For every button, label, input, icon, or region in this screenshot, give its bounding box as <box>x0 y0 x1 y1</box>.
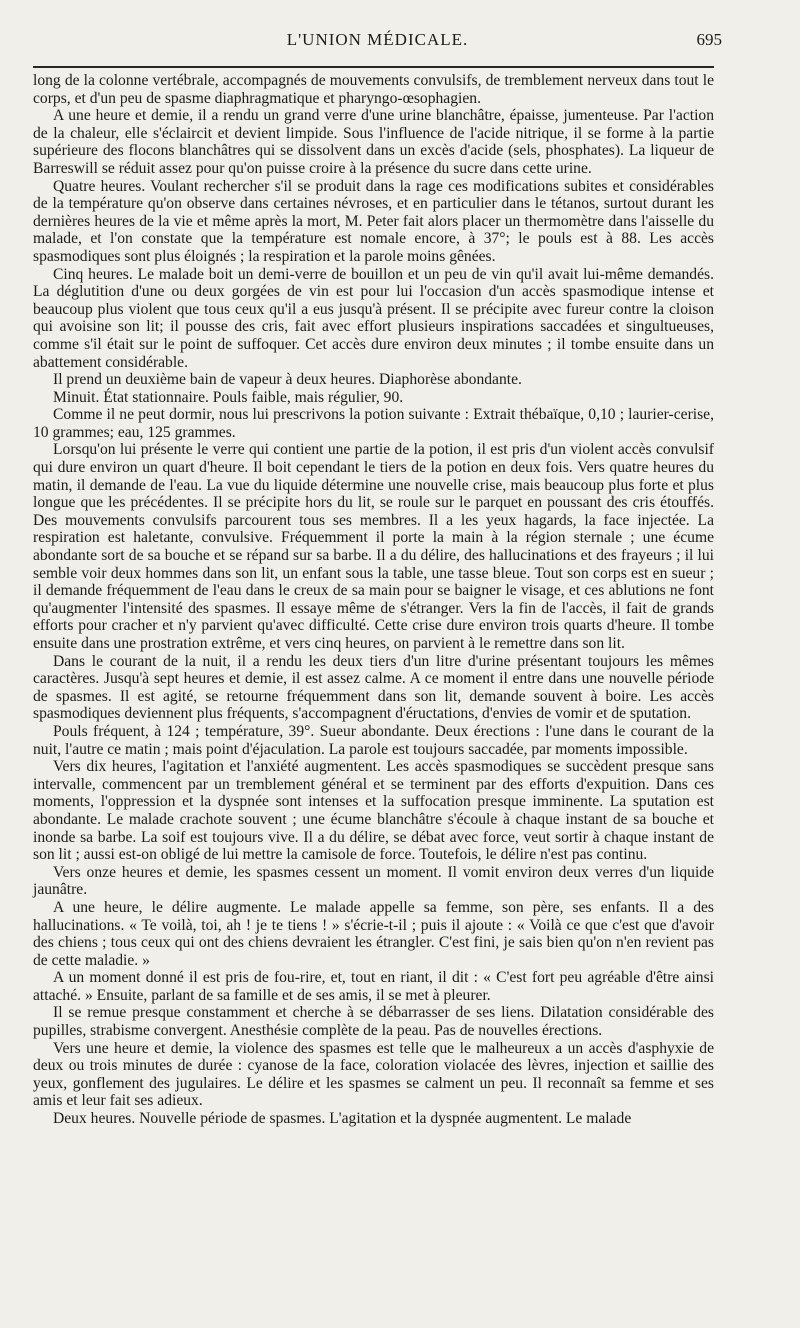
paragraph: Comme il ne peut dormir, nous lui prescrivons la potion suivante : Extrait thébaïque, 0,10 ; laurier-cerise, 10 grammes; eau, 125 grammes. <box>33 406 714 441</box>
paragraph: Il prend un deuxième bain de vapeur à deux heures. Diaphorèse abondante. <box>53 371 522 389</box>
page-number: 695 <box>696 30 722 49</box>
paragraph: A une heure et demie, il a rendu un grand verre d'une urine blanchâtre, épaisse, jumenteuse. Par l'action de la chaleur, elle s'éclaircit et devient limpide. Sous l'influence de l'acide nitrique, il se forme à la partie supérieure des flocons blanchâtres qui se dissolvent dans un excès d'acide (sels, phosphates). La liqueur de Barreswill se réduit assez pour qu'on puisse croire à la présence du sucre dans cette urine. <box>33 107 714 177</box>
paragraph: Il se remue presque constamment et cherche à se débarrasser de ses liens. Dilatation considérable des pupilles, strabisme convergent. Anesthésie complète de la peau. Pas de nouvelles érections. <box>33 1004 714 1040</box>
paragraph: Vers une heure et demie, la violence des spasmes est telle que le malheureux a un accès d'asphyxie de deux ou trois minutes de durée : cyanose de la face, coloration violacée des lèvres, injection et saillie des yeux, gonflement des jugulaires. Le délire et les spasmes se calment un peu. Il reconnaît sa femme et ses amis et leur fait ses adieux. <box>33 1039 714 1110</box>
paragraph: Lorsqu'on lui présente le verre qui contient une partie de la potion, il est pris d'un violent accès convulsif qui dure environ un quart d'heure. Il boit cependant le tiers de la potion en deux fois. Vers quatre heures du matin, il demande de l'eau. La vue du liquide détermine une nouvelle crise, mais beaucoup plus forte et plus longue que les précédentes. Il se précipite hors du lit, se roule sur le parquet en poussant des cris étouffés. Des mouvements convulsifs parcourent tous ses membres. Il a les yeux hagards, la face injectée. La respiration est haletante, convulsive. Fréquemment il porte la main à la région sternale ; une écume abondante sort de sa bouche et se répand sur sa barbe. Il a du délire, des hallucinations et des frayeurs ; il lui semble voir deux hommes dans son lit, un enfant sous la table, une tasse bleue. Tout son corps est en sueur ; il demande fréquemment de l'eau dans le creux de sa main pour se baigner le visage, et ces ablutions ne font qu'augmenter l'intensité des spasmes. Il essaye même de s'étranger. Vers la fin de l'accès, il fait de grands efforts pour cracher et n'y parvient qu'avec difficulté. Cette crise dure environ trois quarts d'heure. Il tombe ensuite dans une prostration extrême, et vers cinq heures, on parvient à le remettre dans son lit. <box>33 441 714 652</box>
header-rule <box>33 66 714 68</box>
paragraph: Cinq heures. Le malade boit un demi-verre de bouillon et un peu de vin qu'il avait lui-même demandés. La déglutition d'une ou deux gorgées de vin est pour lui l'occasion d'un accès spasmodique intense et beaucoup plus violent que tous ceux qu'il a eus jusqu'à présent. Il se précipite avec fureur contre la cloison qui avoisine son lit; il pousse des cris, fait avec effort plusieurs inspirations saccadées et singultueuses, comme s'il était sur le point de suffoquer. Cet accès dure environ deux minutes ; il tombe ensuite dans un abattement considérable. <box>33 265 714 371</box>
paragraph: long de la colonne vertébrale, accompagnés de mouvements convulsifs, de tremblement nerveux dans tout le corps, et d'un peu de spasme diaphragmatique et pharyngo-œsophagien. <box>33 72 714 107</box>
paragraph: Minuit. État stationnaire. Pouls faible, mais régulier, 90. <box>53 388 404 406</box>
page-header <box>33 0 722 56</box>
paragraph: A un moment donné il est pris de fou-rire, et, tout en riant, il dit : « C'est fort peu agréable d'être ainsi attaché. » Ensuite, parlant de sa famille et de ses amis, il se met à pleurer. <box>33 969 714 1004</box>
running-title: L'UNION MÉDICALE. <box>286 30 469 49</box>
paragraph: Pouls fréquent, à 124 ; température, 39°. Sueur abondante. Deux érections : l'une dans le courant de la nuit, l'autre ce matin ; mais point d'éjaculation. La parole est toujours saccadée, par moments impossible. <box>33 722 714 758</box>
paragraph: Vers onze heures et demie, les spasmes cessent un moment. Il vomit environ deux verres d'un liquide jaunâtre. <box>33 863 714 899</box>
paragraph: Deux heures. Nouvelle période de spasmes. L'agitation et la dyspnée augmentent. Le malade <box>53 1110 632 1128</box>
paragraph: Quatre heures. Voulant rechercher s'il se produit dans la rage ces modifications subites et considérables de la température qu'on observe dans certaines névroses, et en particulier dans le tétanos, surtout durant les dernières heures de la vie et même après la mort, M. Peter fait alors placer un thermomètre dans l'aisselle du malade, et l'on constate que la température est nomale encore, à 37°; le pouls est à 88. Les accès spasmodiques sont plus éloignés ; la respiration et la parole moins gênées. <box>33 177 714 265</box>
paragraph: Vers dix heures, l'agitation et l'anxiété augmentent. Les accès spasmodiques se succèdent presque sans intervalle, commencent par un tremblement général et se terminent par des efforts d'expuition. Dans ces moments, l'oppression et la dyspnée sont intenses et la suffocation presque imminente. La sputation est abondante. Le malade crachote souvent ; une écume blanchâtre s'écoule à chaque instant de sa bouche et inonde sa barbe. La soif est toujours vive. Il a du délire, se débat avec force, veut sortir à chaque instant de son lit ; aussi est-on obligé de lui mettre la camisole de force. Toutefois, le délire n'est pas continu. <box>33 758 714 864</box>
body-text <box>33 72 714 1128</box>
paragraph: A une heure, le délire augmente. Le malade appelle sa femme, son père, ses enfants. Il a des hallucinations. « Te voilà, toi, ah ! je te tiens ! » s'écrie-t-il ; puis il ajoute : « Voilà ce que c'est que d'avoir des chiens ; tous ceux qui ont des chiens devraient les étrangler. C'est fini, je sais bien qu'on n'en revient pas de cette maladie. » <box>33 898 714 969</box>
paragraph: Dans le courant de la nuit, il a rendu les deux tiers d'un litre d'urine présentant toujours les mêmes caractères. Jusqu'à sept heures et demie, il est assez calme. A ce moment il entre dans une nouvelle période de spasmes. Il est agité, se retourne fréquemment dans son lit, demande souvent à boire. Les accès spasmodiques deviennent plus fréquents, s'accompagnent d'éructations, d'envies de vomir et de sputation. <box>33 652 714 723</box>
